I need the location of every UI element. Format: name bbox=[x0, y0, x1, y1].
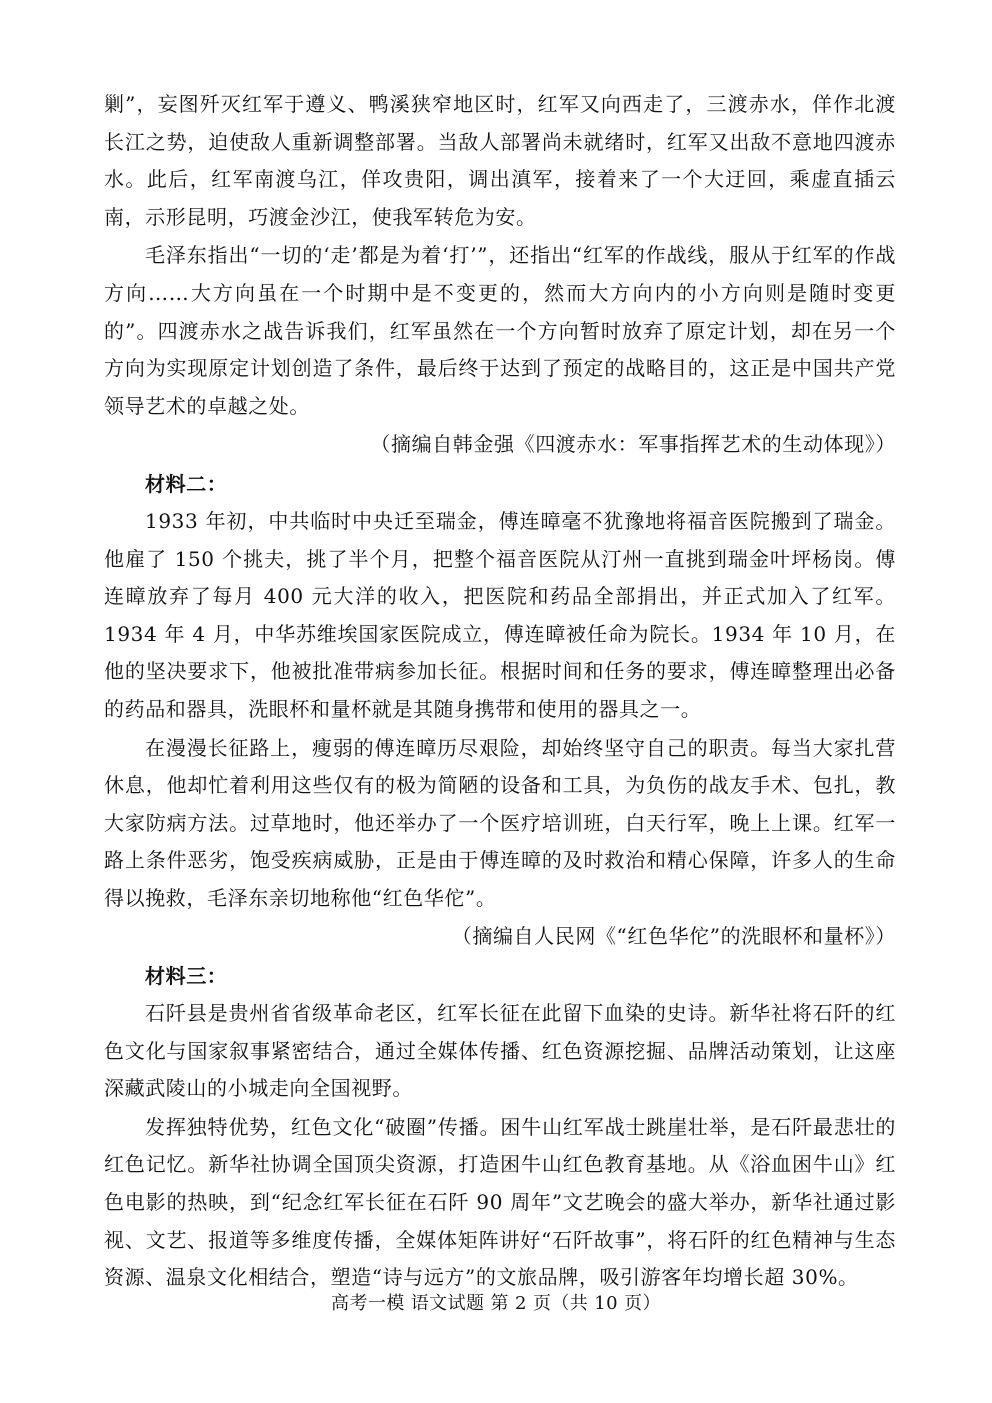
material-one-paragraph-2: 毛泽东指出“一切的‘走’都是为着‘打’”，还指出“红军的作战线，服从于红军的作战方向……大方向虽在一个时期中是不变更的，然而大方向内的小方向则是随时变更的”。四渡赤水之战告诉我们，红军虽然在一个方向暂时放弃了原定计划，却在另一个方向为实现原定计划创造了条件，最后终于达到了预定的战略目的，这正是中国共产党领导艺术的卓越之处。 bbox=[104, 243, 896, 418]
material-three-paragraph-2: 发挥独特优势，红色文化“破圈”传播。困牛山红军战士跳崖壮举，是石阡最悲壮的红色记忆。新华社协调全国顶尖资源，打造困牛山红色教育基地。从《浴血困牛山》红色电影的热映，到“纪念红军长征在石阡 90 周年”文艺晚会的盛大举办，新华社通过影视、文艺、报道等多维度传播，全媒体矩阵讲好“石阡故事”，将石阡的红色精神与生态资源、温泉文化相结合，塑造“诗与远方”的文旅品牌，吸引游客年均增长超 30%。 bbox=[104, 1114, 896, 1290]
material-one-source: （摘编自韩金强《四渡赤水：军事指挥艺术的生动体现》） bbox=[370, 432, 896, 457]
material-two-heading: 材料二： bbox=[145, 471, 228, 496]
material-two-paragraph-2: 在漫漫长征路上，瘦弱的傅连暲历尽艰险，却始终坚守自己的职责。每当大家扎营休息，他却忙着利用这些仅有的极为简陋的设备和工具，为负伤的战友手术、包扎，教大家防病方法。过草地时，他还举办了一个医疗培训班，白天行军，晚上上课。红军一路上条件恶劣，饱受疾病威胁，正是由于傅连暲的及时救治和精心保障，许多人的生命得以挽救，毛泽东亲切地称他“红色华佗”。 bbox=[104, 735, 896, 910]
material-two-paragraph-1: 1933 年初，中共临时中央迁至瑞金，傅连暲毫不犹豫地将福音医院搬到了瑞金。他雇了 150 个挑夫，挑了半个月，把整个福音医院从汀州一直挑到瑞金叶坪杨岗。傅连暲放弃了每月 400 元大洋的收入，把医院和药品全部捐出，并正式加入了红军。1934 年 4 月，中华苏维埃国家医院成立，傅连暲被任命为院长。1934 年 10 月，在他的坚决要求下，他被批准带病参加长征。根据时间和任务的要求，傅连暲整理出必备的药品和器具，洗眼杯和量杯就是其随身携带和使用的器具之一。 bbox=[104, 508, 896, 721]
material-three-heading: 材料三： bbox=[145, 964, 228, 989]
material-two-source: （摘编自人民网《“红色华佗”的洗眼杯和量杯》） bbox=[451, 924, 896, 949]
page-content bbox=[104, 86, 896, 1297]
material-three-paragraph-1: 石阡县是贵州省省级革命老区，红军长征在此留下血染的史诗。新华社将石阡的红色文化与国家叙事紧密结合，通过全媒体传播、红色资源挖掘、品牌活动策划，让这座深藏武陵山的小城走向全国视野。 bbox=[104, 1001, 896, 1101]
page-footer: 高考一模 语文试题 第 2 页（共 10 页） bbox=[331, 1293, 661, 1314]
material-one-paragraph-1: 剿”，妄图歼灭红军于遵义、鸭溪狭窄地区时，红军又向西走了，三渡赤水，佯作北渡长江之势，迫使敌人重新调整部署。当敌人部署尚未就绪时，红军又出敌不意地四渡赤水。此后，红军南渡乌江，佯攻贵阳，调出滇军，接着来了一个大迂回，乘虚直插云南，示形昆明，巧渡金沙江，使我军转危为安。 bbox=[104, 92, 896, 229]
